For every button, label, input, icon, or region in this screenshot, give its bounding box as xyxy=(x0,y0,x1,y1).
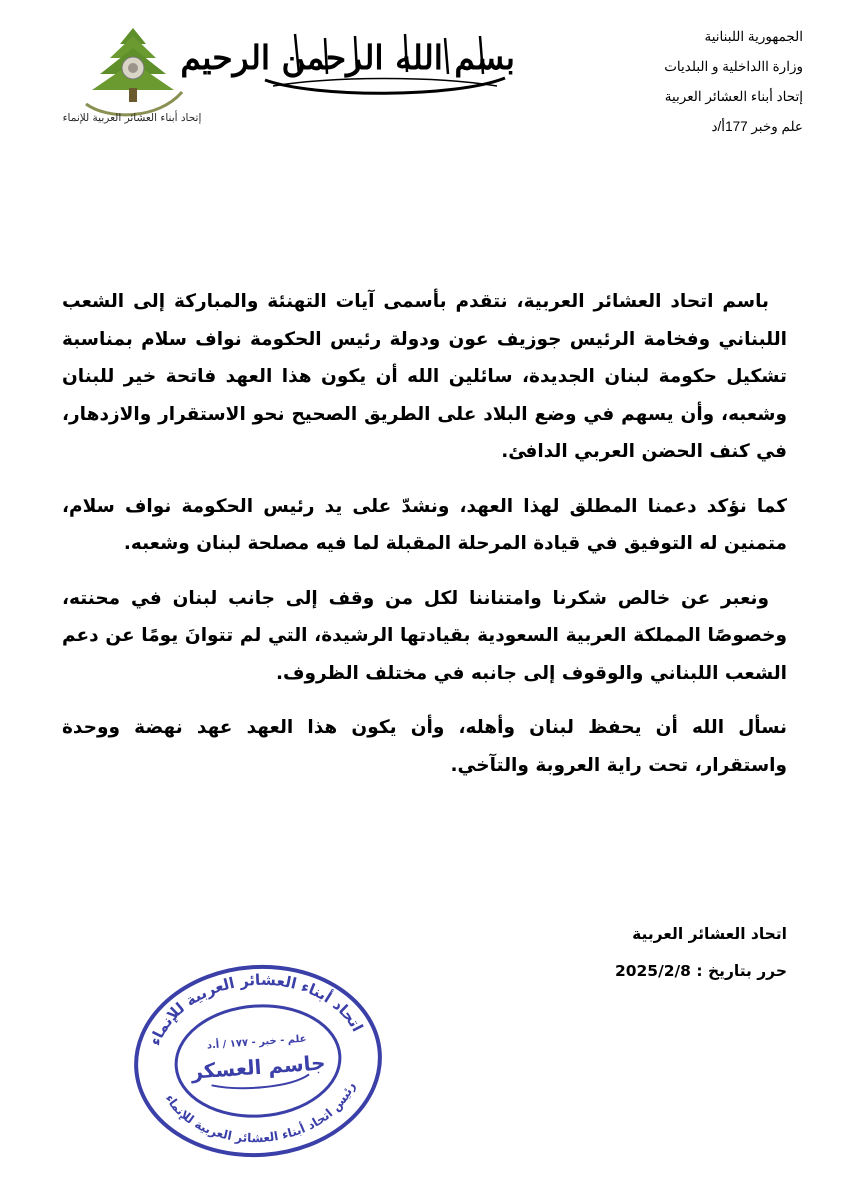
union-logo xyxy=(78,22,188,122)
basmala-text: بسم الله الرحمن الرحيم xyxy=(180,38,515,77)
stamp-ring-text-bottom: رئيس اتحاد أبناء العشائر العربية للإنماء xyxy=(162,1080,358,1146)
stamp-registration: علم - خبر - ١٧٧ / أ.د xyxy=(206,1033,307,1052)
date-value: 2025/2/8 xyxy=(614,962,691,980)
body-paragraph: نسأل الله أن يحفظ لبنان وأهله، وأن يكون هذا العهد عهد نهضة ووحدة واستقرار، تحت راية العروبة والتآخي. xyxy=(62,717,787,776)
header-line-republic: الجمهورية اللبنانية xyxy=(704,29,803,44)
ministry-header xyxy=(573,30,803,150)
official-stamp xyxy=(118,940,398,1182)
stamp-seal-icon xyxy=(118,940,398,1182)
body-paragraph: باسم اتحاد العشائر العربية، نتقدم بأسمى آيات التهنئة والمباركة إلى الشعب اللبناني وفخامة الرئيس جوزيف عون ودولة رئيس الحكومة نواف سلام بمناسبة تشكيل حكومة لبنان الجديدة، سائلين الله أن يكون هذا العهد فاتحة خير للبنان وشعبه، وأن يسهم في وضع البلاد على الطريق الصحيح نحو الاستقرار والازدهار، في كنف الحضن العربي الدافئ. xyxy=(62,291,787,462)
signature-organization: اتحاد العشائر العربية xyxy=(632,925,787,943)
body-paragraph: ونعبر عن خالص شكرنا وامتناننا لكل من وقف إلى جانب لبنان في محنته، وخصوصًا المملكة العربية السعودية بقيادتها الرشيدة، التي لم تتوانَ يومًا عن دعم الشعب اللبناني والوقوف إلى جانبه في مختلف الظروف. xyxy=(62,587,787,684)
basmala-calligraphy xyxy=(180,28,515,100)
letter-body xyxy=(62,283,787,801)
stamp-name: جاسم العسكر xyxy=(190,1050,327,1084)
signature-date xyxy=(487,962,787,980)
cedar-tree-logo-icon xyxy=(78,22,188,122)
header-line-registration: علم وخبر 177أ/د xyxy=(711,119,803,134)
header-line-union: إتحاد أبناء العشائر العربية xyxy=(664,89,803,104)
stamp-ring-text: اتحاد أبناء العشائر العربية للإنماء xyxy=(145,970,367,1048)
body-paragraph: كما نؤكد دعمنا المطلق لهذا العهد، ونشدّ على يد رئيس الحكومة نواف سلام، متمنين له التوفيق في قيادة المرحلة المقبلة لما فيه مصلحة لبنان وشعبه. xyxy=(62,495,787,554)
date-label: حرر بتاريخ : xyxy=(696,962,787,980)
header-line-ministry: وزارة االداخلية و البلديات xyxy=(664,59,803,74)
logo-caption: إتحاد أبناء العشائر العربية للإنماء xyxy=(62,112,202,124)
